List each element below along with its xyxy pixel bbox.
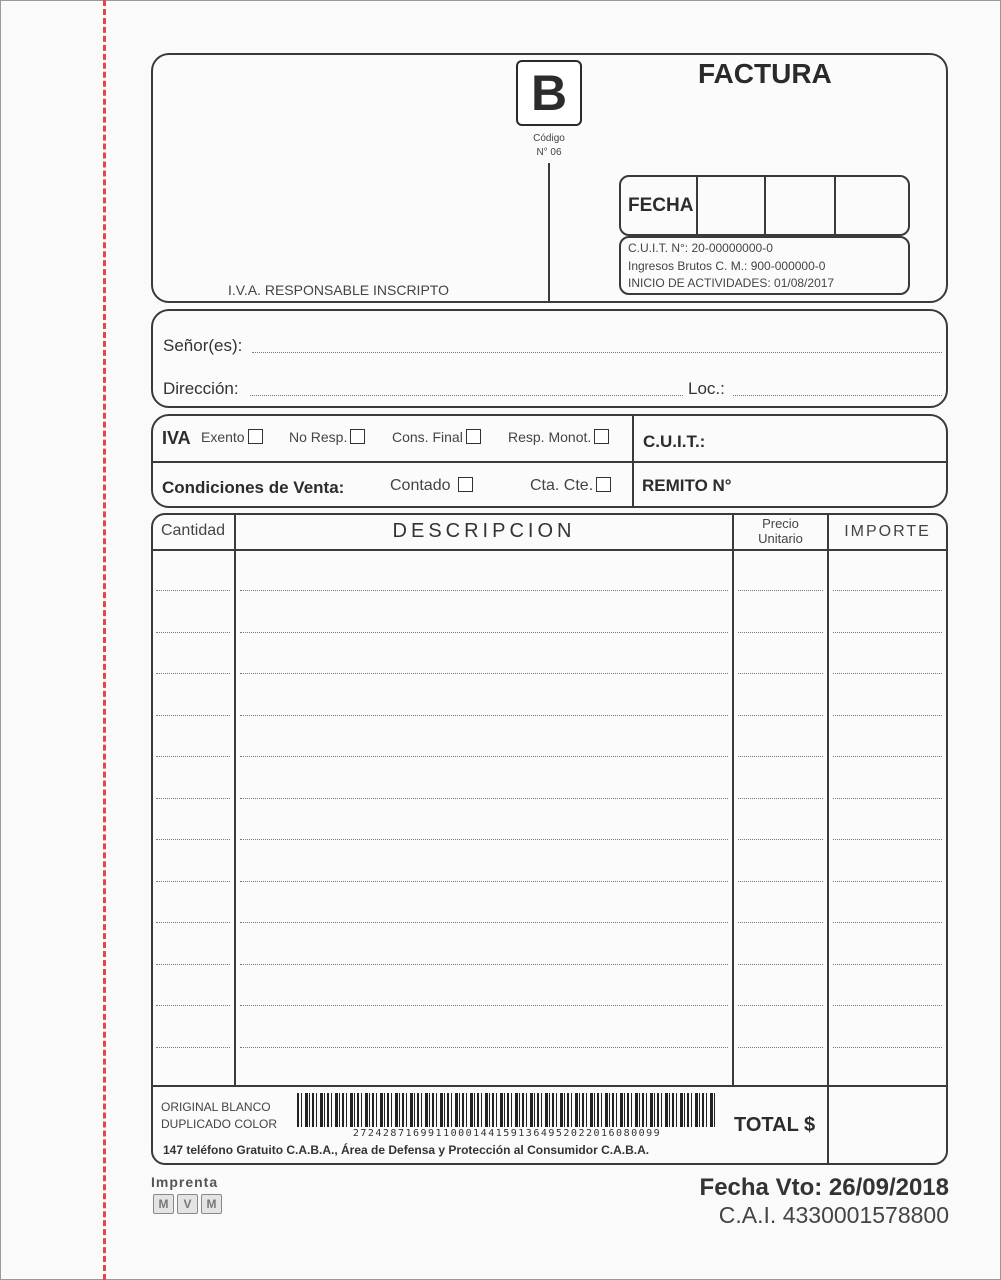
table-row-guide xyxy=(738,673,823,674)
condiciones-label: Condiciones de Venta: xyxy=(162,478,345,497)
table-row-guide xyxy=(240,715,728,716)
client-box xyxy=(151,309,948,408)
col-header-descripcion: DESCRIPCION xyxy=(392,520,576,542)
codigo-label: Código xyxy=(533,133,565,144)
table-row-guide xyxy=(240,673,728,674)
cta-cte-option[interactable] xyxy=(530,477,611,495)
ingresos-line: Ingresos Brutos C. M.: 900-000000-0 xyxy=(628,259,826,273)
senor-label: Señor(es): xyxy=(163,336,243,355)
table-row-guide xyxy=(156,1005,230,1006)
table-row-guide xyxy=(738,881,823,882)
col-divider-precio xyxy=(827,514,829,1164)
remito-label: REMITO N° xyxy=(642,476,732,495)
fecha-year-field[interactable] xyxy=(836,177,908,234)
consumer-notice: 147 teléfono Gratuito C.A.B.A., Área de Defensa y Protección al Consumidor C.A.B.A. xyxy=(163,1143,650,1157)
no-resp-label: No Resp. xyxy=(289,429,348,445)
cons-final-checkbox[interactable] xyxy=(466,429,481,444)
fecha-month-field[interactable] xyxy=(766,177,833,234)
table-row-guide xyxy=(833,590,942,591)
fecha-day-field[interactable] xyxy=(698,177,763,234)
table-row-guide xyxy=(240,632,728,633)
resp-monot-option[interactable] xyxy=(508,429,609,445)
contado-label: Contado xyxy=(390,477,451,494)
iva-condition: I.V.A. RESPONSABLE INSCRIPTO xyxy=(228,282,449,298)
col-header-precio-line1: Precio xyxy=(762,516,799,531)
cuit-label: C.U.I.T.: xyxy=(643,432,706,451)
table-row-guide xyxy=(156,839,230,840)
tax-row-divider xyxy=(152,461,947,463)
header-divider xyxy=(548,163,550,302)
table-row-guide xyxy=(240,881,728,882)
printer-letter-3: M xyxy=(201,1194,222,1214)
printer-letter-1: M xyxy=(153,1194,174,1214)
barcode-number: 27242871699110001441591364952022016080099 xyxy=(352,1128,662,1139)
cons-final-option[interactable] xyxy=(392,429,481,445)
resp-monot-label: Resp. Monot. xyxy=(508,429,592,445)
table-row-guide xyxy=(156,632,230,633)
table-row-guide xyxy=(156,590,230,591)
table-row-guide xyxy=(833,1047,942,1048)
no-resp-option[interactable] xyxy=(289,429,365,445)
table-row-guide xyxy=(738,756,823,757)
table-row-guide xyxy=(156,1047,230,1048)
col-header-precio-line2: Unitario xyxy=(758,531,803,546)
table-row-guide xyxy=(156,964,230,965)
table-row-guide xyxy=(833,632,942,633)
table-row-guide xyxy=(833,1005,942,1006)
col-divider-descripcion xyxy=(732,514,734,1086)
printer-name: Imprenta xyxy=(151,1174,219,1190)
table-row-guide xyxy=(833,756,942,757)
table-row-guide xyxy=(738,798,823,799)
cai-number: C.A.I. 4330001578800 xyxy=(718,1202,949,1228)
iva-label: IVA xyxy=(162,428,191,448)
resp-monot-checkbox[interactable] xyxy=(594,429,609,444)
table-row-guide xyxy=(156,798,230,799)
exento-checkbox[interactable] xyxy=(248,429,263,444)
table-row-guide xyxy=(156,922,230,923)
table-row-guide xyxy=(833,881,942,882)
table-row-guide xyxy=(156,673,230,674)
table-row-guide xyxy=(738,1047,823,1048)
col-header-importe: IMPORTE xyxy=(844,523,931,540)
remito-field[interactable] xyxy=(745,470,940,502)
total-label: TOTAL $ xyxy=(734,1114,816,1136)
table-row-guide xyxy=(240,922,728,923)
original-label: ORIGINAL BLANCO xyxy=(161,1100,271,1114)
table-row-guide xyxy=(156,756,230,757)
senor-field[interactable] xyxy=(252,352,942,353)
loc-label: Loc.: xyxy=(688,379,725,398)
table-row-guide xyxy=(738,715,823,716)
table-row-guide xyxy=(156,881,230,882)
tax-col-divider xyxy=(632,415,634,507)
loc-field[interactable] xyxy=(733,395,942,396)
cta-cte-checkbox[interactable] xyxy=(596,477,611,492)
table-row-guide xyxy=(738,590,823,591)
table-row-guide xyxy=(240,590,728,591)
table-row-guide xyxy=(240,964,728,965)
table-row-guide xyxy=(833,922,942,923)
table-row-guide xyxy=(738,964,823,965)
table-row-guide xyxy=(833,964,942,965)
table-row-guide xyxy=(738,922,823,923)
table-row-guide xyxy=(156,715,230,716)
total-field[interactable] xyxy=(831,1089,944,1161)
table-row-guide xyxy=(240,839,728,840)
duplicado-label: DUPLICADO COLOR xyxy=(161,1117,278,1131)
table-row-guide xyxy=(833,715,942,716)
inicio-line: INICIO DE ACTIVIDADES: 01/08/2017 xyxy=(628,276,835,290)
printer-letter-2: V xyxy=(177,1194,198,1214)
cuit-line: C.U.I.T. N°: 20-00000000-0 xyxy=(628,241,773,255)
cta-cte-label: Cta. Cte. xyxy=(530,477,594,494)
table-row-guide xyxy=(833,839,942,840)
contado-option[interactable] xyxy=(390,477,473,495)
col-divider-cantidad xyxy=(234,514,236,1086)
cons-final-label: Cons. Final xyxy=(392,429,463,445)
table-row-guide xyxy=(833,673,942,674)
table-row-guide xyxy=(240,1047,728,1048)
fecha-vto: Fecha Vto: 26/09/2018 xyxy=(699,1174,949,1201)
direccion-field[interactable] xyxy=(250,395,683,396)
table-row-guide xyxy=(833,798,942,799)
table-row-guide xyxy=(738,839,823,840)
invoice-title: FACTURA xyxy=(698,58,832,89)
table-row-guide xyxy=(240,756,728,757)
table-row-guide xyxy=(240,798,728,799)
perforation-line xyxy=(103,0,106,1280)
contado-checkbox[interactable] xyxy=(458,477,473,492)
cuit-field[interactable] xyxy=(725,424,940,456)
invoice-letter: B xyxy=(516,60,582,126)
printer-logo xyxy=(153,1194,225,1214)
table-row-guide xyxy=(738,632,823,633)
direccion-label: Dirección: xyxy=(163,379,239,398)
no-resp-checkbox[interactable] xyxy=(350,429,365,444)
exento-option[interactable] xyxy=(201,429,263,445)
barcode xyxy=(297,1093,717,1127)
fecha-label: FECHA xyxy=(628,195,694,216)
codigo-number: N° 06 xyxy=(536,147,562,158)
table-row-guide xyxy=(738,1005,823,1006)
col-header-cantidad: Cantidad xyxy=(160,522,226,539)
table-row-guide xyxy=(240,1005,728,1006)
exento-label: Exento xyxy=(201,429,245,445)
